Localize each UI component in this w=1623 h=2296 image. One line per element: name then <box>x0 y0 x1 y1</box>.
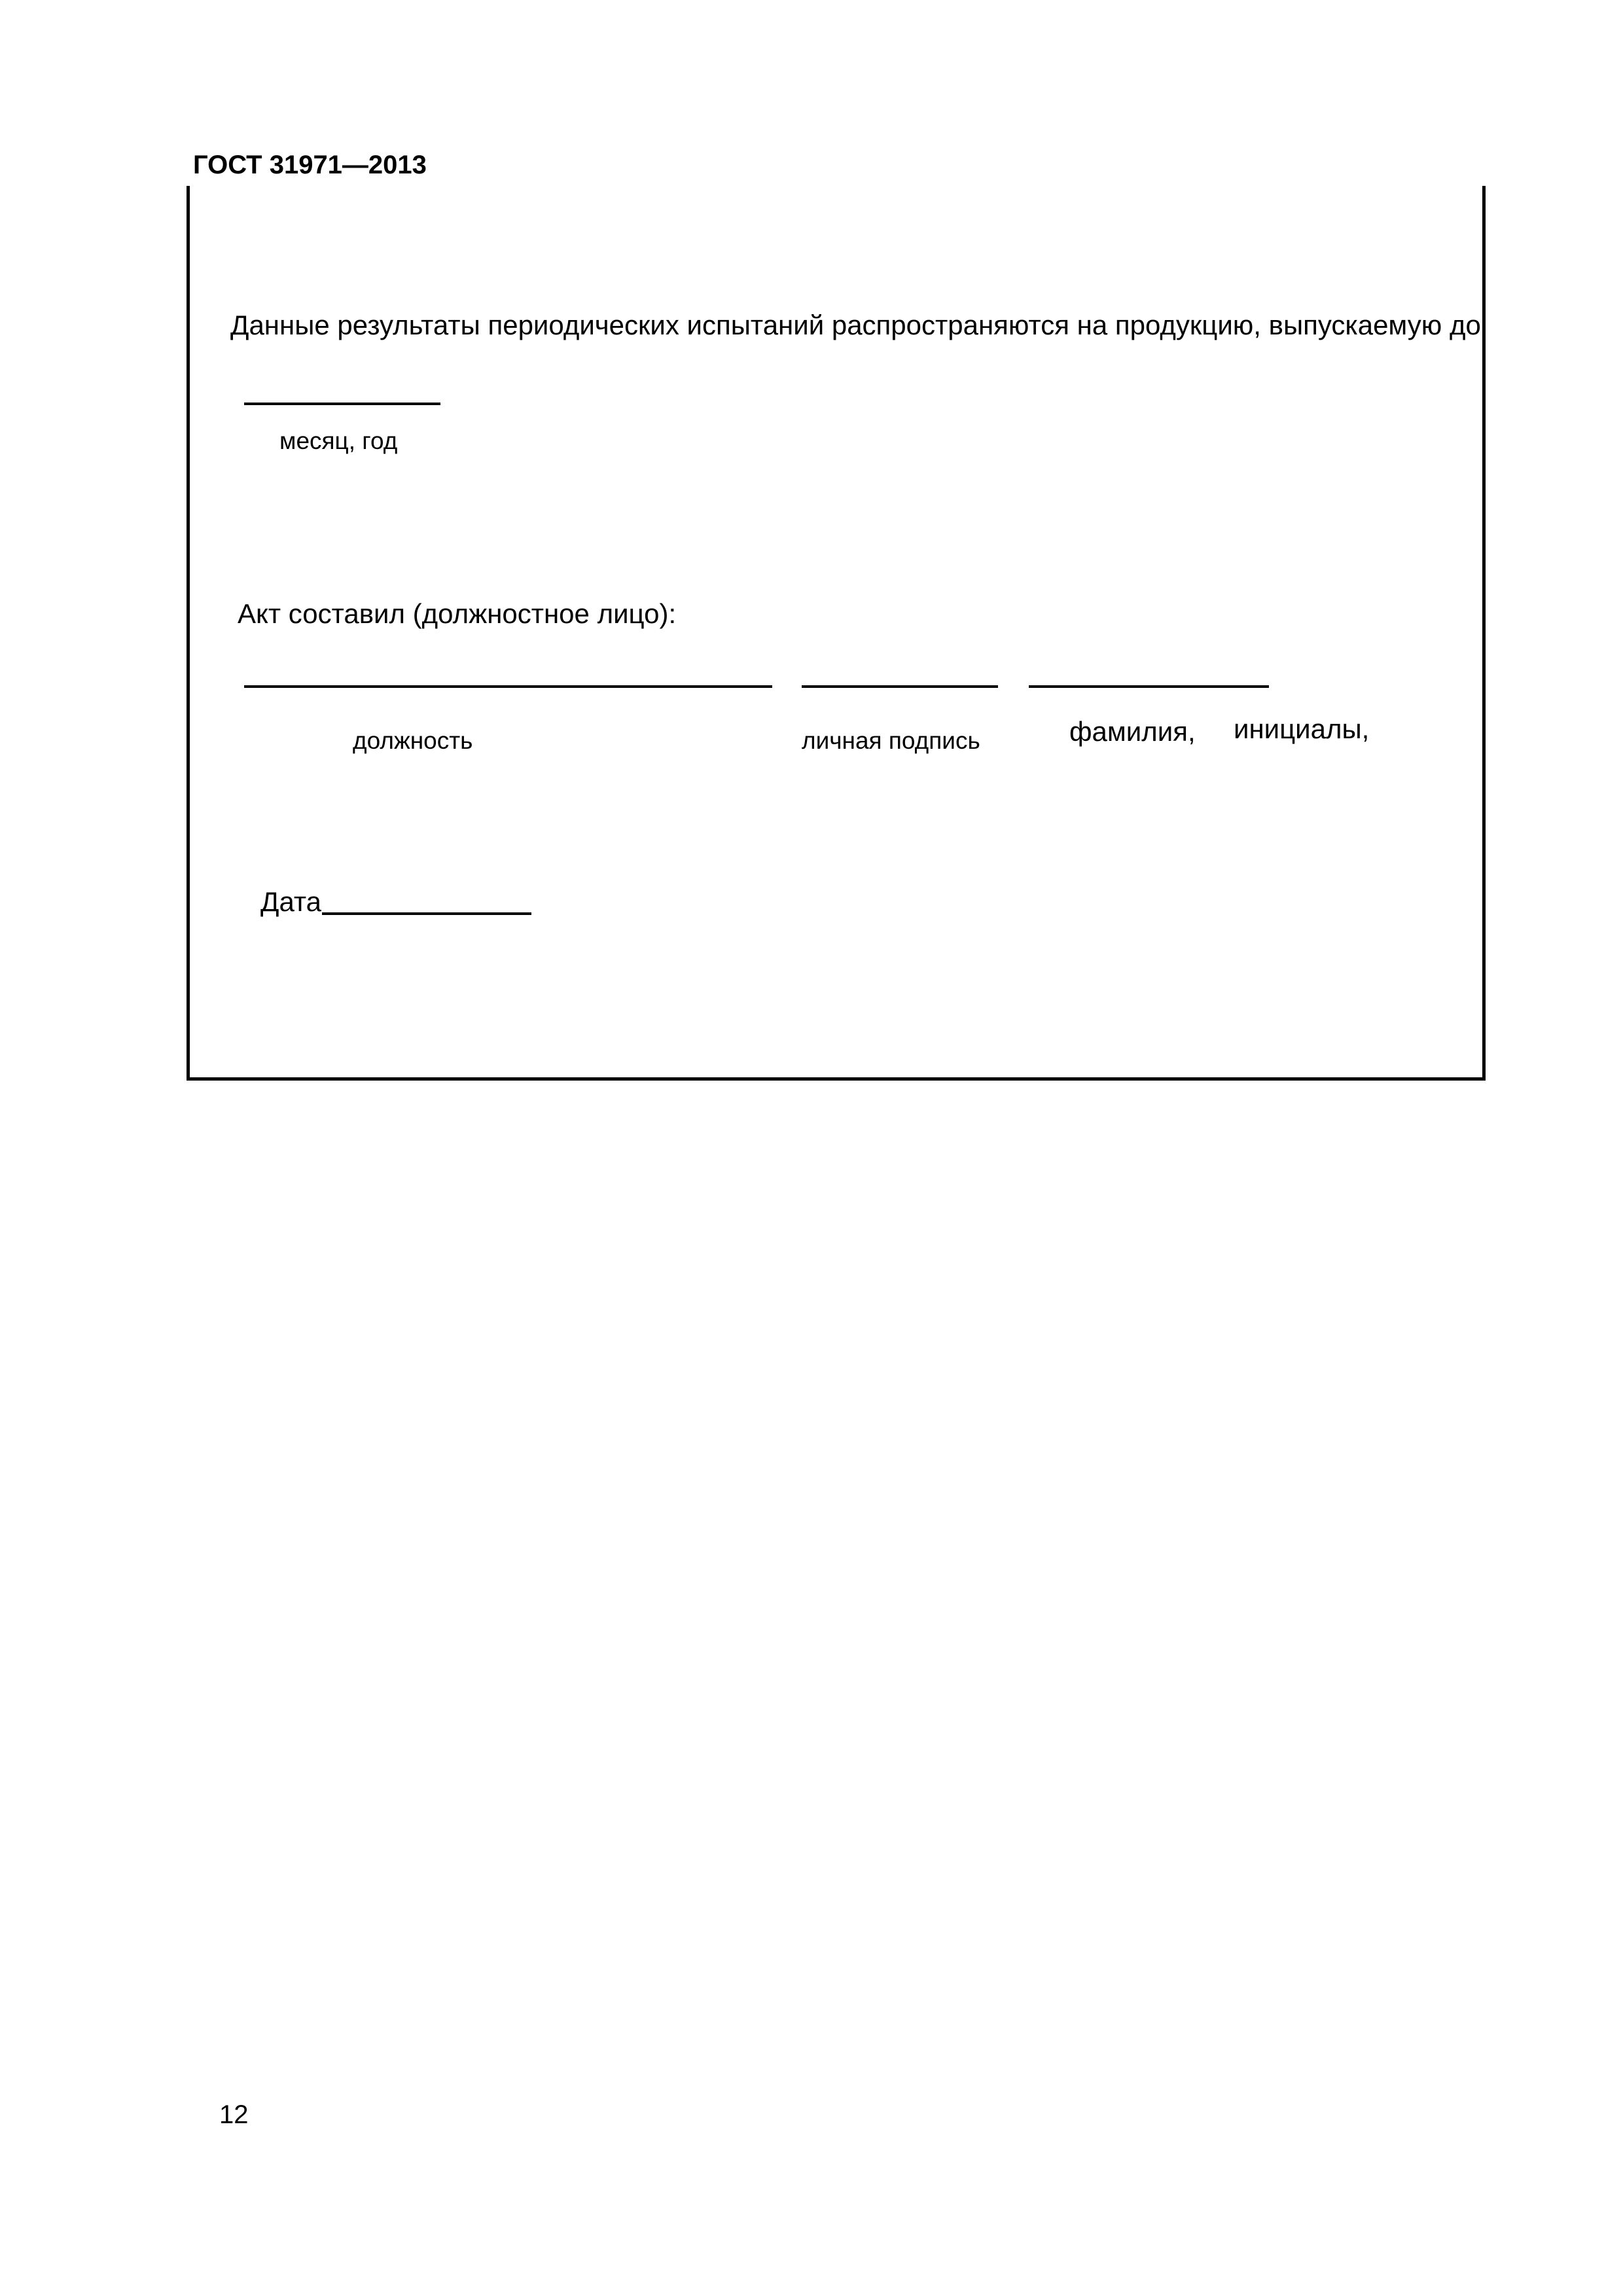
month-year-caption: месяц, год <box>279 427 398 454</box>
position-caption: должность <box>353 727 473 754</box>
signature-line <box>802 685 998 688</box>
surname-line <box>1029 685 1269 688</box>
results-statement: Данные результаты периодических испытаний распространяются на продукцию, выпускаемую до <box>230 310 1481 340</box>
page-number: 12 <box>219 2100 249 2129</box>
date-label: Дата <box>260 886 322 917</box>
date-line <box>322 912 531 915</box>
month-year-line <box>244 403 440 405</box>
compiled-by-label: Акт составил (должностное лицо): <box>238 598 677 629</box>
initials-caption: инициалы, <box>1234 713 1370 744</box>
standard-title: ГОСТ 31971—2013 <box>193 151 427 179</box>
signature-caption: личная подпись <box>802 727 980 754</box>
position-line <box>244 685 772 688</box>
surname-caption: фамилия, <box>1069 716 1196 747</box>
